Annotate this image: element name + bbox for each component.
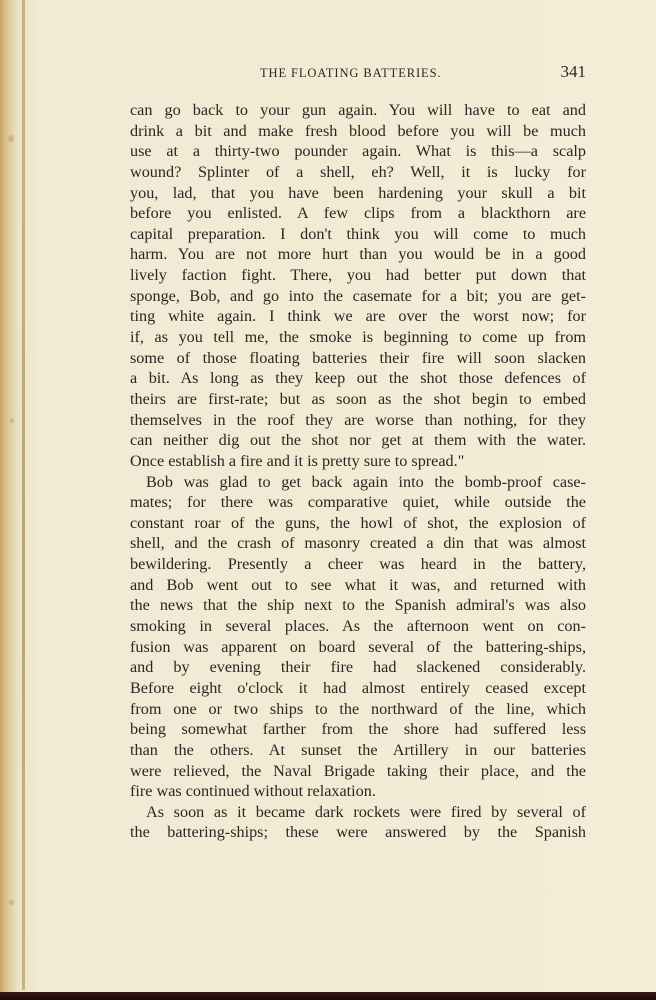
text-line: mates; for there was comparative quiet, while outside the [130, 493, 586, 512]
running-head: THE FLOATING BATTERIES. [260, 66, 442, 80]
text-line: and Bob went out to see what it was, and returned with [130, 575, 586, 594]
text-line: bewildering. Presently a cheer was heard in the battery, [130, 555, 586, 574]
text-line: themselves in the roof they are worse than nothing, for they [130, 410, 586, 429]
text-line: fusion was apparent on board several of the battering-ships, [130, 637, 586, 656]
text-line: As soon as it became dark rockets were fired by several of [146, 802, 586, 821]
text-line: if, as you tell me, the smoke is beginning to come up from [130, 328, 586, 347]
text-line: harm. You are not more hurt than you would be in a good [130, 245, 586, 264]
paper-speck [9, 900, 14, 905]
text-line: Once establish a fire and it is pretty sure to spread." [130, 451, 465, 470]
text-line: capital preparation. I don't think you will come to much [130, 224, 586, 243]
text-line: can go back to your gun again. You will have to eat and [130, 101, 586, 119]
text-line: you, lad, that you have been hardening your skull a bit [130, 183, 586, 202]
text-line: wound? Splinter of a shell, eh? Well, it is lucky for [130, 162, 586, 181]
text-line: Before eight o'clock it had almost entirely ceased except [130, 678, 586, 697]
page-header [130, 60, 586, 86]
text-line: a bit. As long as they keep out the shot those defences of [130, 369, 586, 388]
text-line: some of those floating batteries their fire will soon slacken [130, 348, 586, 367]
text-line: were relieved, the Naval Brigade taking their place, and the [130, 761, 586, 780]
binding-gutter [22, 0, 25, 990]
text-line: and by evening their fire had slackened considerably. [130, 658, 586, 677]
paper-speck [10, 418, 14, 423]
text-line: constant roar of the guns, the howl of shot, the explosion of [130, 513, 586, 532]
text-line: ting white again. I think we are over the worst now; for [130, 307, 586, 326]
text-line: from one or two ships to the northward of the line, which [130, 699, 586, 718]
text-line: fire was continued without relaxation. [130, 782, 376, 801]
paper-speck [8, 135, 14, 142]
text-line: lively faction fight. There, you had better put down that [130, 266, 586, 285]
page-bottom-edge [0, 992, 656, 1000]
text-line: the battering-ships; these were answered by the Spanish [130, 823, 586, 842]
text-line: shell, and the crash of masonry created a din that was almost [130, 534, 586, 553]
body-text [130, 100, 586, 843]
text-line: than the others. At sunset the Artillery in our batteries [130, 740, 586, 759]
text-line: Bob was glad to get back again into the bomb-proof case- [146, 472, 586, 491]
page-number: 341 [560, 62, 586, 81]
text-line: use at a thirty-two pounder again. What is this—a scalp [130, 142, 586, 161]
text-line: before you enlisted. A few clips from a blackthorn are [130, 204, 586, 223]
text-line: can neither dig out the shot nor get at them with the water. [130, 431, 586, 450]
text-line: being somewhat farther from the shore had suffered less [130, 720, 586, 739]
text-line: smoking in several places. As the afternoon went on con- [130, 617, 586, 636]
text-line: the news that the ship next to the Spanish admiral's was also [130, 596, 586, 615]
text-line: drink a bit and make fresh blood before you will be much [130, 121, 586, 140]
text-line: theirs are first-rate; but as soon as the shot begin to embed [130, 389, 586, 408]
text-line: sponge, Bob, and go into the casemate for a bit; you are get- [130, 286, 586, 305]
